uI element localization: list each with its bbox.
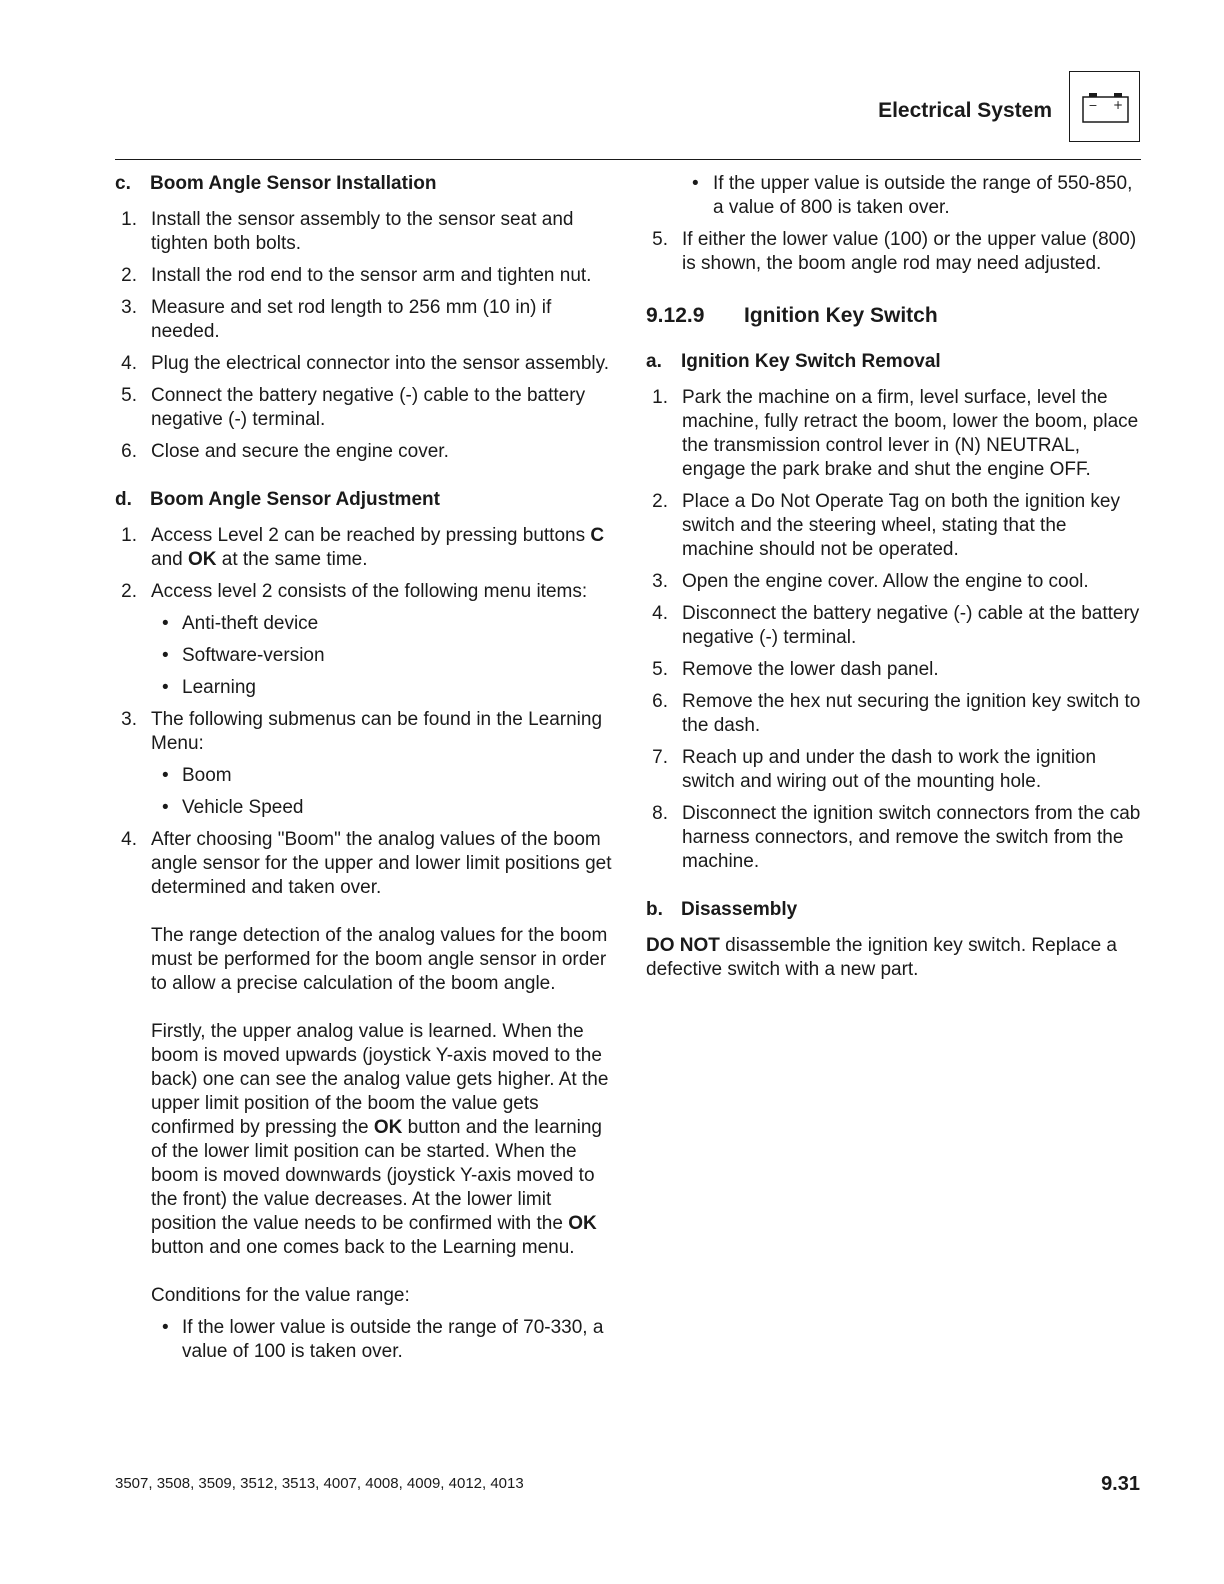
section-title: Electrical System — [878, 99, 1052, 122]
footer-model-list: 3507, 3508, 3509, 3512, 3513, 4007, 4008, 4009, 4012, 4013 — [115, 1475, 524, 1492]
subsection-heading-d — [115, 488, 615, 512]
bullet-item: • If the lower value is outside the range of 70-330, a value of 100 is taken over. — [162, 1317, 604, 1362]
list-item: 5. If either the lower value (100) or the upper value (800) is shown, the boom angle rod may need adjusted. — [652, 229, 1137, 274]
header-divider — [115, 159, 1141, 160]
list-item: 4. Disconnect the battery negative (-) cable at the battery negative (-) terminal. — [652, 603, 1140, 648]
paragraph: DO NOT disassemble the ignition key switch. Replace a defective switch with a new part. — [646, 935, 1117, 980]
section-number: 9.12.9 — [646, 304, 705, 327]
bullet-item: • If the upper value is outside the range of 550-850, a value of 800 is taken over. — [692, 173, 1133, 218]
list-item: 2. Install the rod end to the sensor arm and tighten nut. — [121, 265, 592, 286]
list-item: 6. Close and secure the engine cover. — [121, 441, 449, 462]
list-item: 4. After choosing "Boom" the analog values of the boom angle sensor for the upper and lower limit positions get determined and taken over. — [121, 829, 612, 898]
svg-text:+: + — [1112, 98, 1124, 112]
list-item: 6. Remove the hex nut securing the ignition key switch to the dash. — [652, 691, 1141, 736]
bullet-item: • Software-version — [162, 645, 325, 666]
subsection-title: Ignition Key Switch Removal — [681, 351, 941, 372]
svg-text:−: − — [1088, 99, 1098, 112]
list-item: 8. Disconnect the ignition switch connectors from the cab harness connectors, and remove the switch from the machine. — [652, 803, 1141, 872]
battery-icon — [1082, 92, 1129, 123]
bullet-item: • Boom — [162, 765, 232, 786]
subsection-letter: c. — [115, 173, 131, 194]
list-item: 5. Connect the battery negative (-) cable to the battery negative (-) terminal. — [121, 385, 586, 430]
subsection-letter: b. — [646, 899, 663, 920]
list-item: 4. Plug the electrical connector into the sensor assembly. — [121, 353, 609, 374]
subsection-letter: d. — [115, 489, 132, 510]
subsection-heading-a — [646, 350, 1141, 374]
list-item: 3. The following submenus can be found in the Learning Menu: — [121, 709, 603, 754]
list-item: 3. Open the engine cover. Allow the engine to cool. — [652, 571, 1089, 592]
paragraph: The range detection of the analog values for the boom must be performed for the boom angle sensor in order to allow a precise calculation of the boom angle. — [151, 925, 608, 994]
header-icon-box — [1069, 71, 1140, 142]
paragraph: Firstly, the upper analog value is learned. When the boom is moved upwards (joystick Y-axis moved to the back) one can see the analog value gets higher. At the upper limit position of the boom the value gets confirmed by pressing the OK button and the learning of the lower limit position can be started. When the boom is moved downwards (joystick Y-axis moved to the front) the value decreases. At the lower limit position the value needs to be confirmed with the OK button and one comes back to the Learning menu. — [151, 1021, 609, 1258]
page-number: 9.31 — [1101, 1473, 1140, 1495]
bullet-item: • Anti-theft device — [162, 613, 319, 634]
left-column — [115, 172, 615, 1372]
subsection-heading-b — [646, 898, 1141, 922]
subsection-title: Disassembly — [681, 899, 798, 920]
subsection-letter: a. — [646, 351, 662, 372]
paragraph: Conditions for the value range: — [151, 1285, 410, 1306]
subsection-title: Boom Angle Sensor Installation — [150, 173, 437, 194]
list-item: 7. Reach up and under the dash to work the ignition switch and wiring out of the mounting hole. — [652, 747, 1097, 792]
list-item: 2. Place a Do Not Operate Tag on both the ignition key switch and the steering wheel, stating that the machine should not be operated. — [652, 491, 1120, 560]
section-heading — [646, 304, 1141, 328]
right-column — [646, 172, 1141, 982]
list-item: 1. Park the machine on a firm, level surface, level the machine, fully retract the boom, lower the boom, place the transmission control lever in (N) NEUTRAL, engage the park brake and shut the engine OFF. — [652, 387, 1139, 480]
list-item: 1. Access Level 2 can be reached by pressing buttons C and OK at the same time. — [121, 525, 605, 570]
section-heading-title: Ignition Key Switch — [744, 304, 938, 327]
list-item: 5. Remove the lower dash panel. — [652, 659, 939, 680]
list-item: 3. Measure and set rod length to 256 mm (10 in) if needed. — [121, 297, 552, 342]
bullet-item: • Learning — [162, 677, 256, 698]
subsection-title: Boom Angle Sensor Adjustment — [150, 489, 440, 510]
list-item: 1. Install the sensor assembly to the sensor seat and tighten both bolts. — [121, 209, 574, 254]
list-item: 2. Access level 2 consists of the following menu items: — [121, 581, 588, 602]
bullet-item: • Vehicle Speed — [162, 797, 304, 818]
subsection-heading-c — [115, 172, 615, 196]
